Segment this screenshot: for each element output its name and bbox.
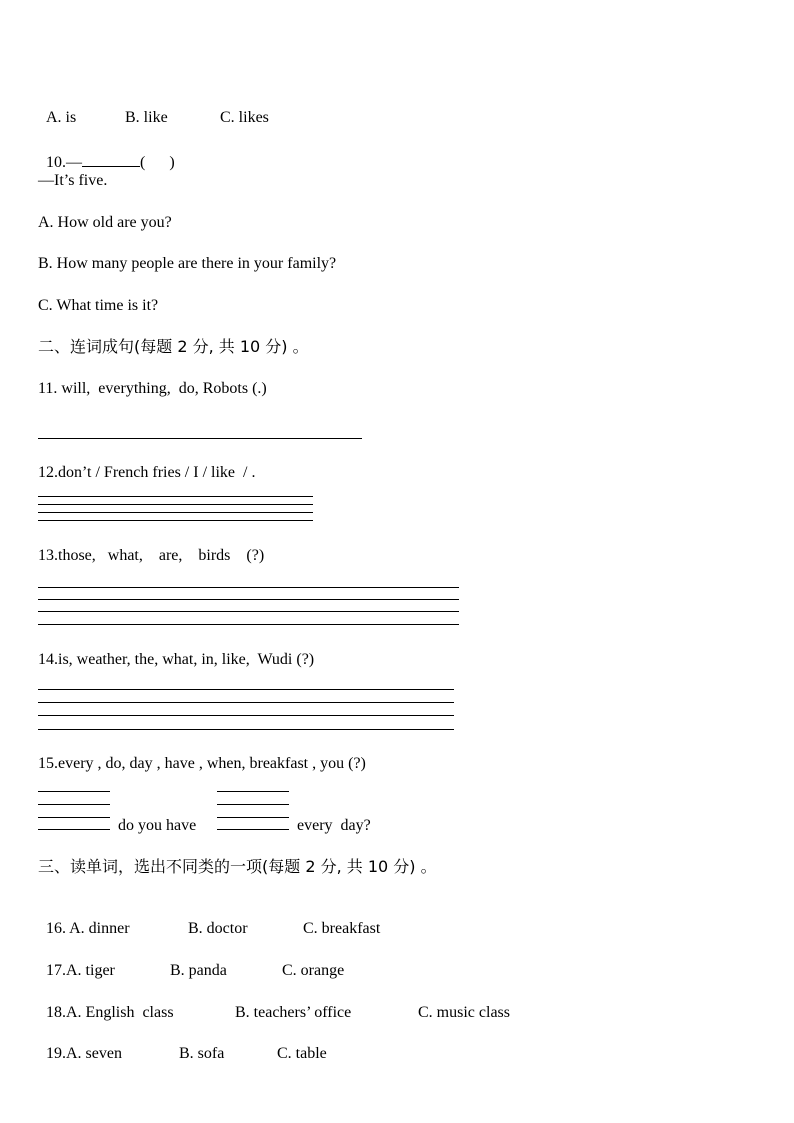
q12-answer-line[interactable] xyxy=(38,496,313,497)
q14-answer-line[interactable] xyxy=(38,689,454,690)
q16-option-b: B. doctor xyxy=(188,920,248,937)
q15-blank-2-line[interactable] xyxy=(217,804,289,805)
q17-option-c: C. orange xyxy=(282,962,345,979)
q14-answer-line[interactable] xyxy=(38,715,454,716)
q10-option-a: A. How old are you? xyxy=(38,214,172,231)
q9-option-a: A. is xyxy=(46,109,77,126)
q9-option-c: C. likes xyxy=(220,109,269,126)
q17-option-b: B. panda xyxy=(170,962,227,979)
q15-blank-2-line[interactable] xyxy=(217,791,289,792)
section2-heading: 二、连词成句(每题 2 分, 共 10 分) 。 xyxy=(38,337,309,356)
q18-option-b: B. teachers’ office xyxy=(235,1004,352,1021)
q14-answer-line[interactable] xyxy=(38,729,454,730)
q18-option-c: C. music class xyxy=(418,1004,510,1021)
q10-number: 10.— xyxy=(46,154,82,171)
q10-paren: ( ) xyxy=(140,154,175,171)
q17-option-a: 17.A. tiger xyxy=(46,962,115,979)
q13-answer-line[interactable] xyxy=(38,587,459,588)
q13-answer-line[interactable] xyxy=(38,599,459,600)
q15-blank-1-line[interactable] xyxy=(38,791,110,792)
q12-answer-line[interactable] xyxy=(38,504,313,505)
q13-words: 13.those, what, are, birds (?) xyxy=(38,547,265,564)
q14-answer-line[interactable] xyxy=(38,702,454,703)
q15-blank-1-line[interactable] xyxy=(38,804,110,805)
q13-answer-line[interactable] xyxy=(38,611,459,612)
q16-options xyxy=(38,899,380,939)
q15-blank-1-line[interactable] xyxy=(38,817,110,818)
q18-option-a: 18.A. English class xyxy=(46,1004,174,1021)
q15-blank-2-line[interactable] xyxy=(217,817,289,818)
q19-option-b: B. sofa xyxy=(179,1045,225,1062)
q15-middle-text: do you have xyxy=(118,817,197,834)
q19-options xyxy=(38,1024,327,1064)
q14-words: 14.is, weather, the, what, in, like, Wudi (?) xyxy=(38,651,315,668)
section3-heading: 三、读单词，选出不同类的一项(每题 2 分, 共 10 分) 。 xyxy=(38,857,437,876)
q15-blank-2-line[interactable] xyxy=(217,829,289,830)
q19-option-c: C. table xyxy=(277,1045,327,1062)
q10-answer: —It’s five. xyxy=(38,172,108,189)
q19-option-a: 19.A. seven xyxy=(46,1045,122,1062)
q12-answer-line[interactable] xyxy=(38,520,313,521)
q16-option-c: C. breakfast xyxy=(303,920,381,937)
q15-blank-1-line[interactable] xyxy=(38,829,110,830)
q13-answer-line[interactable] xyxy=(38,624,459,625)
q12-words: 12.don’t / French fries / I / like / . xyxy=(38,464,256,481)
q17-options xyxy=(38,941,344,981)
q16-option-a: 16. A. dinner xyxy=(46,920,130,937)
q9-options xyxy=(38,88,269,128)
q15-end-text: every day? xyxy=(297,817,371,834)
q9-option-b: B. like xyxy=(125,109,168,126)
q18-options xyxy=(38,983,510,1023)
q10-prompt xyxy=(38,130,175,173)
q12-answer-line[interactable] xyxy=(38,512,313,513)
q10-option-b: B. How many people are there in your family? xyxy=(38,255,337,272)
q11-answer-line[interactable] xyxy=(38,438,362,439)
q10-option-c: C. What time is it? xyxy=(38,297,159,314)
q11-words: 11. will, everything, do, Robots (.) xyxy=(38,380,267,397)
q10-answer-blank[interactable] xyxy=(82,150,140,167)
q15-words: 15.every , do, day , have , when, breakfast , you (?) xyxy=(38,755,366,772)
